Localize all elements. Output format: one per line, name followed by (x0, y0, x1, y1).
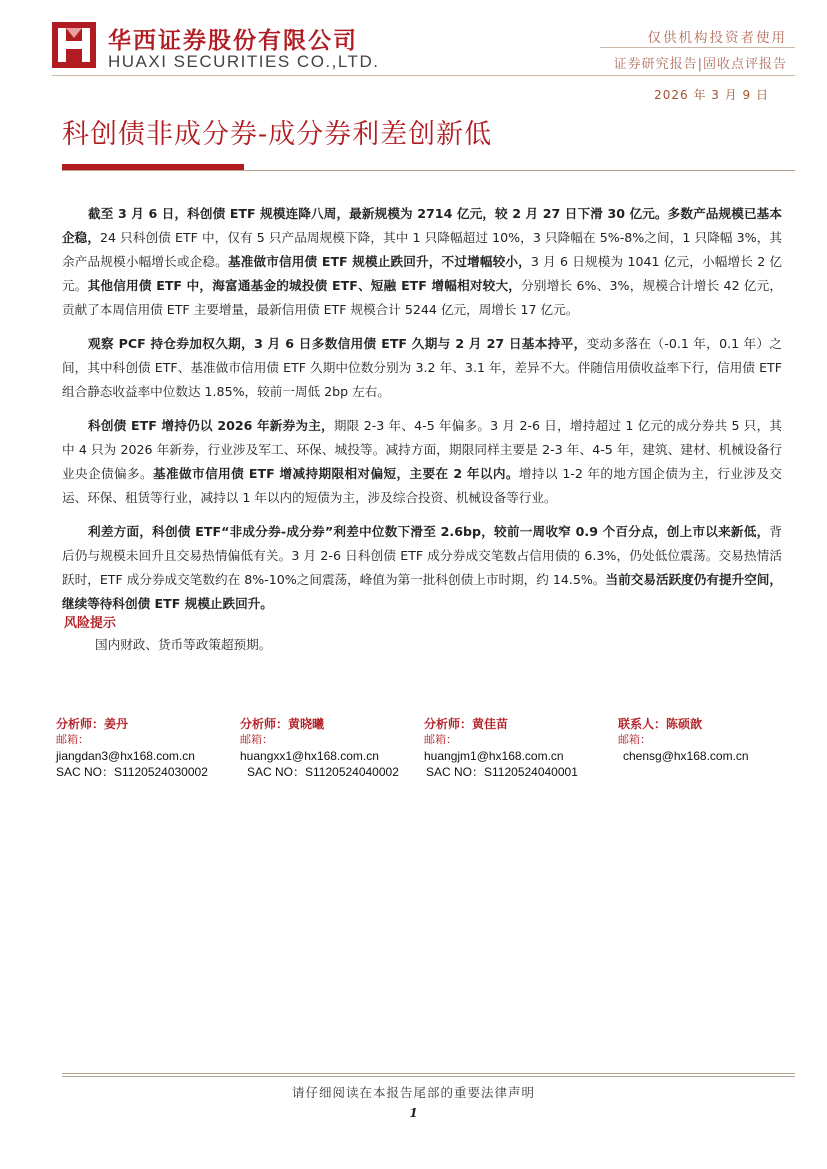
body-text: 变动多落在（-0.1 年，0.1 年）之间，其中科创债 ETF、基准做市信用债 ETF 久期中位数分别为 3.2 年、3.1 年，差异不大。伴随信用债收益率下行，信用债 ETF 组合静态收益率中位数达 1.85%，较前一周低 2bp 左右。 (62, 336, 782, 399)
audience-tag: 仅供机构投资者使用 (647, 30, 787, 46)
highlight-text: 其他信用债 ETF 中，海富通基金的城投债 ETF、短融 ETF 增幅相对较大， (87, 278, 522, 293)
highlight-text: 科创债 ETF 增持仍以 2026 年新券为主， (88, 418, 334, 433)
highlight-text: 基准做市信用债 ETF 增减持期限相对偏短，主要在 2 年以内。 (153, 466, 519, 481)
risk-heading: 风险提示 (64, 616, 117, 631)
report-date: 2026 年 3 月 9 日 (654, 88, 769, 102)
company-name-en: HUAXI SECURITIES CO.,LTD. (108, 52, 380, 71)
footer-rule-thin (62, 1076, 795, 1077)
footer-rule (62, 1073, 795, 1074)
body-paragraph (62, 520, 782, 616)
legal-disclaimer: 请仔细阅读在本报告尾部的重要法律声明 (291, 1085, 535, 1100)
analyst-role: 分析师： (56, 717, 105, 731)
company-name-cn: 华西证券股份有限公司 (108, 27, 358, 54)
highlight-text: 截至 3 月 6 日，科创债 ETF 规模连降八周，最新规模为 2714 亿元，较 2 月 27 日下滑 30 亿元。多数产品规模已基本企稳， (62, 206, 782, 245)
email-label: 邮箱： (618, 733, 651, 746)
analyst-card-2 (240, 716, 399, 780)
huaxi-logo-icon (52, 22, 96, 68)
analyst-name: 黄晓曦 (288, 717, 325, 731)
analyst-name: 姜丹 (104, 717, 129, 731)
email-label: 邮箱： (56, 733, 89, 746)
contact-email[interactable]: chensg@hx168.com.cn (623, 749, 749, 763)
analyst-sac: SAC NO：S1120524040002 (247, 765, 399, 779)
analyst-card-3 (424, 716, 578, 780)
title-rule (62, 170, 795, 171)
body-paragraph (62, 414, 782, 510)
body-paragraph (62, 332, 782, 404)
body-text: 背后仍与规模未回升且交易热情偏低有关。3 月 2-6 日科创债 ETF 成分券成交笔数占信用债的 6.3%，仍处低位震荡。交易热情活跃时，ETF 成分券成交笔数约在 8%-10%之间震荡，峰值为第一批科创债上市时期，约 14.5%。 (62, 524, 782, 587)
analyst-name: 黄佳苗 (472, 717, 509, 731)
email-label: 邮箱： (240, 733, 273, 746)
contact-card (618, 716, 749, 764)
highlight-text: 观察 PCF 持仓券加权久期，3 月 6 日多数信用债 ETF 久期与 2 月 27 日基本持平， (88, 336, 587, 351)
risk-text: 国内财政、货币等政策超预期。 (95, 637, 272, 652)
report-title: 科创债非成分券-成分券利差创新低 (62, 119, 493, 150)
analyst-card-1 (56, 716, 208, 780)
report-type-tag: 证券研究报告|固收点评报告 (613, 57, 787, 72)
highlight-text: 当前交易活跃度仍有提升空间，继续等待科创债 ETF 规模止跌回升。 (62, 572, 782, 611)
analyst-email[interactable]: huangxx1@hx168.com.cn (240, 749, 379, 763)
report-body (62, 202, 782, 626)
email-label: 邮箱： (424, 733, 457, 746)
contact-name: 陈硕歆 (666, 717, 703, 731)
analyst-email[interactable]: jiangdan3@hx168.com.cn (56, 749, 195, 763)
analyst-role: 分析师： (240, 717, 289, 731)
analyst-email[interactable]: huangjm1@hx168.com.cn (424, 749, 564, 763)
header-divider (600, 47, 795, 48)
highlight-text: 基准做市信用债 ETF 规模止跌回升，不过增幅较小， (227, 254, 531, 269)
body-text: 期限 2-3 年、4-5 年偏多。3 月 2-6 日，增持超过 1 亿元的成分券共 5 只，其中 4 只为 2026 年新券，行业涉及军工、环保、城投等。减持方面，期限同样主要是 2-3 年、4-5 年，建筑、建材、机械设备行业央企债偏多。 (62, 418, 782, 481)
page-number: 1 (409, 1106, 418, 1120)
body-text: 3 月 6 日规模为 1041 亿元，小幅增长 2 亿元。 (62, 254, 782, 293)
body-text: 24 只科创债 ETF 中，仅有 5 只产品周规模下降，其中 1 只降幅超过 10%，3 只降幅在 5%-8%之间，1 只降幅 3%，其余产品规模小幅增长或企稳。 (62, 230, 782, 269)
contact-role: 联系人： (618, 717, 667, 731)
analyst-sac: SAC NO：S1120524040001 (426, 765, 578, 779)
analyst-sac: SAC NO：S1120524030002 (56, 765, 208, 779)
header-rule (52, 75, 795, 76)
body-text: 增持以 1-2 年的地方国企债为主，行业涉及交运、环保、租赁等行业，减持以 1 年以内的短债为主，涉及综合投资、机械设备等行业。 (62, 466, 783, 505)
analyst-role: 分析师： (424, 717, 473, 731)
highlight-text: 利差方面，科创债 ETF“非成分券-成分券”利差中位数下滑至 2.6bp，较前一周收窄 0.9 个百分点，创上市以来新低， (88, 524, 770, 539)
body-text: 分别增长 6%、3%，规模合计增长 42 亿元，贡献了本周信用债 ETF 主要增量，最新信用债 ETF 规模合计 5244 亿元，周增长 17 亿元。 (62, 278, 782, 317)
body-paragraph (62, 202, 782, 322)
